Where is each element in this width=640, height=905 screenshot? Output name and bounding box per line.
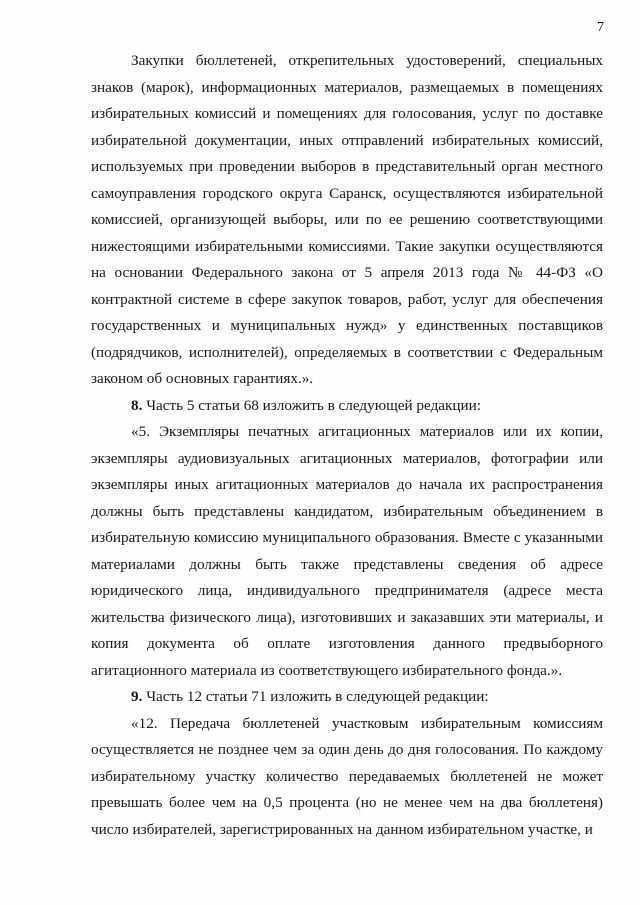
paragraph-ballot-transfer — [91, 711, 603, 844]
paragraph-number: 8. — [131, 396, 143, 414]
document-body — [91, 48, 603, 843]
paragraph-text: Часть 12 статьи 71 изложить в следующей редакции: — [142, 688, 489, 705]
paragraph-item-8 — [91, 393, 603, 420]
paragraph-item-9 — [91, 684, 603, 711]
paragraph-text: Часть 5 статьи 68 изложить в следующей редакции: — [142, 396, 482, 414]
page-number: 7 — [597, 20, 604, 35]
paragraph-text: Закупки бюллетеней, открепительных удостоверений, специальных знаков (марок), информационных материалов, размещаемых в помещениях избирательных комиссий и помещениях для голосования, услуг по доставке избирательной документации, иных отправлений избирательных комиссий, используемых при проведении выборов в представительный орган местного самоуправления городского округа Саранск, осуществляются избирательной комиссией, организующей выборы, или по ее решению соответствующими нижестоящими избирательными комиссиями. Такие закупки осуществляются на основании Федерального закона от 5 апреля 2013 года № 44-ФЗ «О контрактной системе в сфере закупок товаров, работ, услуг для обеспечения государственных и муниципальных нужд» у единственных поставщиков (подрядчиков, исполнителей), определяемых в соответствии с Федеральным законом об основных гарантиях.». — [91, 52, 603, 387]
paragraph-number: 9. — [131, 688, 143, 705]
paragraph-procurement — [91, 48, 603, 393]
paragraph-campaign-materials — [91, 419, 603, 684]
paragraph-text: «12. Передача бюллетеней участковым избирательным комиссиям осуществляется не позднее чем за один день до дня голосования. По каждому избирательному участку количество передаваемых бюллетеней не может превышать более чем на 0,5 процента (но не менее чем на два бюллетеня) число избирателей, зарегистрированных на данном избирательном участке, и — [91, 714, 603, 838]
paragraph-text: «5. Экземпляры печатных агитационных материалов или их копии, экземпляры аудиовизуальных агитационных материалов, фотографии или экземпляры иных агитационных материалов до начала их распространения должны быть представлены кандидатом, избирательным объединением в избирательную комиссию муниципального образования. Вместе с указанными материалами должны быть также представлены сведения об адресе юридического лица, индивидуального предпринимателя (адресе места жительства физического лица), изготовивших и заказавших эти материалы, и копия документа об оплате изготовления данного предвыборного агитационного материала из соответствующего избирательного фонда.». — [91, 423, 603, 679]
